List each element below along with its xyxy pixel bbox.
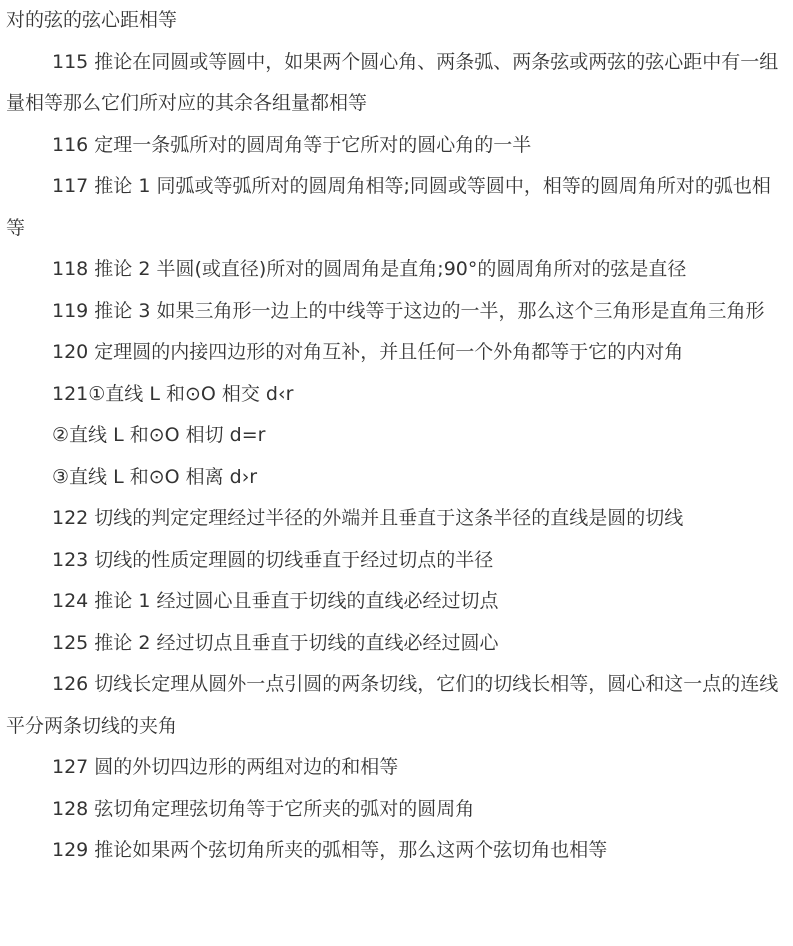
paragraph-119: 119 推论 3 如果三角形一边上的中线等于这边的一半，那么这个三角形是直角三角形: [52, 299, 765, 322]
paragraph-123: 123 切线的性质定理圆的切线垂直于经过切点的半径: [52, 548, 494, 571]
paragraph-121-1: 121①直线 L 和⊙O 相交 d‹r: [52, 382, 294, 405]
paragraph-121-3: ③直线 L 和⊙O 相离 d›r: [52, 465, 258, 488]
paragraph-128: 128 弦切角定理弦切角等于它所夹的弧对的圆周角: [52, 797, 475, 820]
paragraph-115: 115 推论在同圆或等圆中，如果两个圆心角、两条弧、两条弦或两弦的弦心距中有一组量相等那么它们所对应的其余各组量都相等: [6, 50, 779, 114]
paragraph-121-2: ②直线 L 和⊙O 相切 d=r: [52, 424, 266, 446]
paragraph-125: 125 推论 2 经过切点且垂直于切线的直线必经过圆心: [52, 631, 499, 654]
paragraph-126: 126 切线长定理从圆外一点引圆的两条切线，它们的切线长相等，圆心和这一点的连线平分两条切线的夹角: [6, 673, 779, 737]
paragraph-120: 120 定理圆的内接四边形的对角互补，并且任何一个外角都等于它的内对角: [52, 341, 684, 363]
paragraph-117: 117 推论 1 同弧或等弧所对的圆周角相等;同圆或等圆中，相等的圆周角所对的弧也相等: [6, 175, 771, 239]
paragraph-continuation: 对的弦的弦心距相等: [6, 9, 178, 31]
paragraph-127: 127 圆的外切四边形的两组对边的和相等: [52, 756, 399, 778]
paragraph-116: 116 定理一条弧所对的圆周角等于它所对的圆心角的一半: [52, 133, 532, 156]
paragraph-129: 129 推论如果两个弦切角所夹的弧相等，那么这两个弦切角也相等: [52, 839, 608, 861]
paragraph-124: 124 推论 1 经过圆心且垂直于切线的直线必经过切点: [52, 590, 499, 612]
paragraph-122: 122 切线的判定定理经过半径的外端并且垂直于这条半径的直线是圆的切线: [52, 507, 684, 529]
paragraph-118: 118 推论 2 半圆(或直径)所对的圆周角是直角;90°的圆周角所对的弦是直径: [52, 258, 687, 280]
